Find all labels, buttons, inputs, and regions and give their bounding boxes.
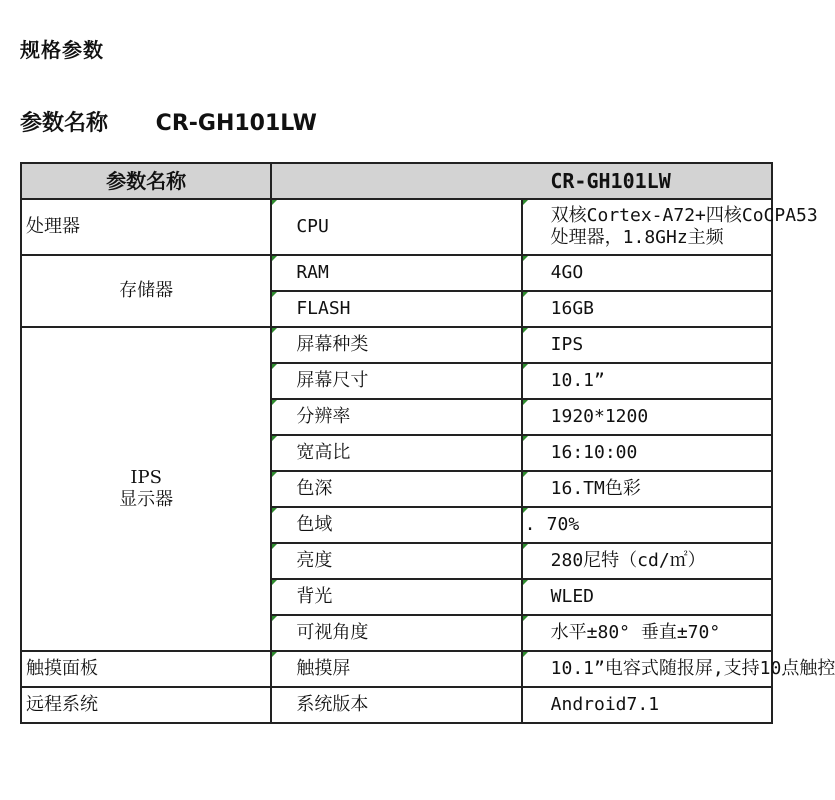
category-touch: 触摸面板: [21, 651, 271, 687]
item-viewing-angle: 可视角度: [271, 615, 521, 651]
category-storage: 存储器: [21, 255, 271, 327]
param-name-value: CR-GH101LW: [155, 111, 317, 136]
value-color-depth: 16.TM色彩: [522, 471, 772, 507]
table-row-touch: [21, 651, 772, 687]
item-flash: FLASH: [271, 291, 521, 327]
param-name-label: 参数名称: [20, 111, 109, 136]
value-system-version: Android7.1: [522, 687, 772, 723]
category-processor: 处理器: [21, 199, 271, 255]
category-display-line1: IPS: [130, 467, 162, 488]
header-right: CR-GH101LW: [271, 163, 772, 199]
item-brightness: 亮度: [271, 543, 521, 579]
value-brightness: 280尼特（cd/㎡）: [522, 543, 772, 579]
value-touchscreen: 10.1”电容式随报屏,支持10点触控: [522, 651, 772, 687]
page-heading: 规格参数: [20, 38, 104, 62]
value-color-gamut-prefix: .: [524, 514, 536, 535]
value-color-gamut-text: 70%: [546, 514, 580, 535]
item-color-gamut: 色域: [271, 507, 521, 543]
table-row-system: [21, 687, 772, 723]
header-left: 参数名称: [21, 163, 271, 199]
item-aspect-ratio: 宽高比: [271, 435, 521, 471]
item-backlight: 背光: [271, 579, 521, 615]
item-touchscreen: 触摸屏: [271, 651, 521, 687]
param-name-line: [20, 106, 317, 137]
value-backlight: WLED: [522, 579, 772, 615]
value-aspect-ratio: 16:10:00: [522, 435, 772, 471]
value-color-gamut: [522, 507, 772, 543]
item-screen-type: 屏幕种类: [271, 327, 521, 363]
table-row-cpu: [21, 199, 772, 255]
category-display: [21, 327, 271, 651]
table-row-ram: [21, 255, 772, 291]
value-screen-type: IPS: [522, 327, 772, 363]
value-screen-size: 10.1”: [522, 363, 772, 399]
table-header-row: [21, 163, 772, 199]
category-system: 远程系统: [21, 687, 271, 723]
value-viewing-angle: 水平±80° 垂直±70°: [522, 615, 772, 651]
value-flash: 16GB: [522, 291, 772, 327]
value-cpu-line2: 处理器，1.8GHz主频: [550, 227, 724, 248]
value-cpu: [522, 199, 818, 255]
value-ram: 4GO: [522, 255, 772, 291]
item-color-depth: 色深: [271, 471, 521, 507]
value-cpu-line1: 双核Cortex-A72+四核CoCPA53: [550, 205, 818, 226]
spec-table: [20, 162, 835, 724]
item-system-version: 系统版本: [271, 687, 521, 723]
item-resolution: 分辨率: [271, 399, 521, 435]
item-cpu: CPU: [271, 199, 521, 255]
item-screen-size: 屏幕尺寸: [271, 363, 521, 399]
value-resolution: 1920*1200: [522, 399, 772, 435]
item-ram: RAM: [271, 255, 521, 291]
table-row-display-0: [21, 327, 772, 363]
category-display-line2: 显示器: [119, 489, 174, 510]
